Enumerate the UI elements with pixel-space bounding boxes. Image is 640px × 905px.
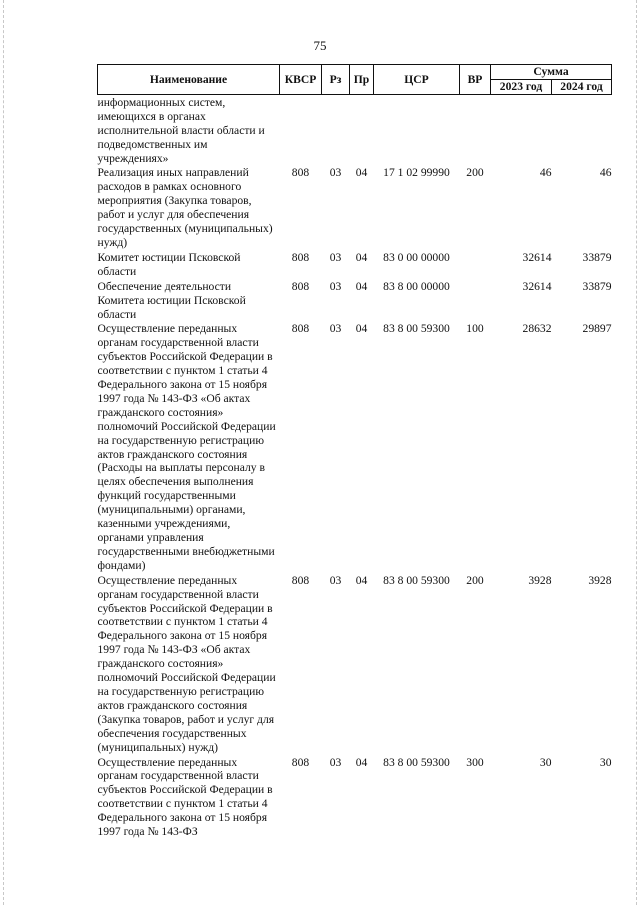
header-csr: ЦСР — [374, 65, 460, 95]
row-kvsr: 808 — [291, 755, 310, 769]
row-sum-2023: 32614 — [522, 250, 552, 264]
row-sum-2024 — [552, 94, 612, 165]
row-sum-2023: 46 — [539, 166, 552, 180]
table-body — [98, 94, 612, 839]
row-pr — [350, 94, 374, 165]
row-sum-2023 — [491, 94, 552, 165]
row-rz: 03 — [329, 573, 342, 587]
row-rz: 03 — [329, 279, 342, 293]
row-pr: 04 — [355, 166, 368, 180]
row-vr — [460, 250, 491, 279]
row-csr: 83 8 00 59300 — [383, 573, 450, 587]
table-row — [98, 755, 612, 839]
table-header — [98, 65, 612, 95]
row-rz: 03 — [329, 322, 342, 336]
row-vr — [460, 279, 491, 322]
row-pr: 04 — [355, 279, 368, 293]
row-sum-2024: 33879 — [582, 250, 612, 264]
row-name: Осуществление переданных органам государственной власти субъектов Российской Федерации в соответствии с пунктом 1 статьи 4 Федерального закона от 15 ноября 1997 года № 143-ФЗ «Об актах гражданского состояния» полномочий Российской Федерации на государственную регистрацию актов гражданского состояния (Расходы на выплаты персоналу в целях обеспечения выполнения функций государственными (муниципальными) органами, казенными учреждениями, органами управления государственными внебюджетными фондами) — [97, 322, 276, 572]
left-scan-edge — [3, 0, 4, 905]
table-row — [98, 321, 612, 572]
row-csr: 83 8 00 59300 — [383, 755, 450, 769]
row-rz: 03 — [329, 755, 342, 769]
row-name: Реализация иных направлений расходов в рамках основного мероприятия (Закупка товаров, работ и услуг для обеспечения государственных (муниципальных) нужд) — [97, 166, 273, 249]
row-pr: 04 — [355, 573, 368, 587]
row-kvsr — [280, 94, 322, 165]
budget-table — [97, 64, 612, 839]
row-name: Обеспечение деятельности Комитета юстиции Псковской области — [97, 279, 246, 321]
row-vr: 200 — [466, 573, 484, 587]
header-sum: Сумма — [491, 65, 612, 80]
row-sum-2024: 30 — [599, 755, 612, 769]
row-name: информационных систем, имеющихся в органах исполнительной власти области и подведомственных им учреждениях» — [97, 95, 265, 165]
row-sum-2024: 46 — [599, 166, 612, 180]
row-name: Комитет юстиции Псковской области — [97, 250, 241, 278]
row-rz — [322, 94, 350, 165]
row-pr: 04 — [355, 322, 368, 336]
row-csr: 17 1 02 99990 — [383, 166, 450, 180]
header-pr: Пр — [350, 65, 374, 95]
right-scan-edge — [636, 0, 637, 905]
row-pr: 04 — [355, 250, 368, 264]
row-sum-2023: 3928 — [528, 573, 552, 587]
row-vr: 300 — [466, 755, 484, 769]
table-row — [98, 94, 612, 165]
row-sum-2024: 33879 — [582, 279, 612, 293]
row-vr: 100 — [466, 322, 484, 336]
row-pr: 04 — [355, 755, 368, 769]
table-row — [98, 165, 612, 249]
header-name: Наименование — [98, 65, 280, 95]
row-sum-2023: 32614 — [522, 279, 552, 293]
header-vr: ВР — [460, 65, 491, 95]
header-year-2024: 2024 год — [552, 80, 612, 95]
row-kvsr: 808 — [291, 279, 310, 293]
row-vr — [460, 94, 491, 165]
table-row — [98, 250, 612, 279]
table-row — [98, 573, 612, 755]
row-kvsr: 808 — [291, 322, 310, 336]
header-rz: Рз — [322, 65, 350, 95]
header-kvsr: КВСР — [280, 65, 322, 95]
row-vr: 200 — [466, 166, 484, 180]
table-row — [98, 279, 612, 322]
row-sum-2023: 28632 — [522, 322, 552, 336]
page-number: 75 — [313, 38, 327, 53]
row-rz: 03 — [329, 166, 342, 180]
row-name: Осуществление переданных органам государственной власти субъектов Российской Федерации в соответствии с пунктом 1 статьи 4 Федерального закона от 15 ноября 1997 года № 143-ФЗ «Об актах гражданского состояния» полномочий Российской Федерации на государственную регистрацию актов гражданского состояния (Закупка товаров, работ и услуг для обеспечения государственных (муниципальных) нужд) — [97, 573, 276, 754]
row-csr: 83 0 00 00000 — [383, 250, 450, 264]
row-name: Осуществление переданных органам государственной власти субъектов Российской Федерации в соответствии с пунктом 1 статьи 4 Федерального закона от 15 ноября 1997 года № 143-ФЗ — [97, 755, 273, 839]
row-kvsr: 808 — [291, 250, 310, 264]
header-year-2023: 2023 год — [491, 80, 552, 95]
row-kvsr: 808 — [291, 166, 310, 180]
row-csr: 83 8 00 59300 — [383, 322, 450, 336]
row-csr — [374, 94, 460, 165]
row-rz: 03 — [329, 250, 342, 264]
row-sum-2023: 30 — [539, 755, 552, 769]
row-kvsr: 808 — [291, 573, 310, 587]
row-sum-2024: 3928 — [588, 573, 612, 587]
row-csr: 83 8 00 00000 — [383, 279, 450, 293]
row-sum-2024: 29897 — [582, 322, 612, 336]
